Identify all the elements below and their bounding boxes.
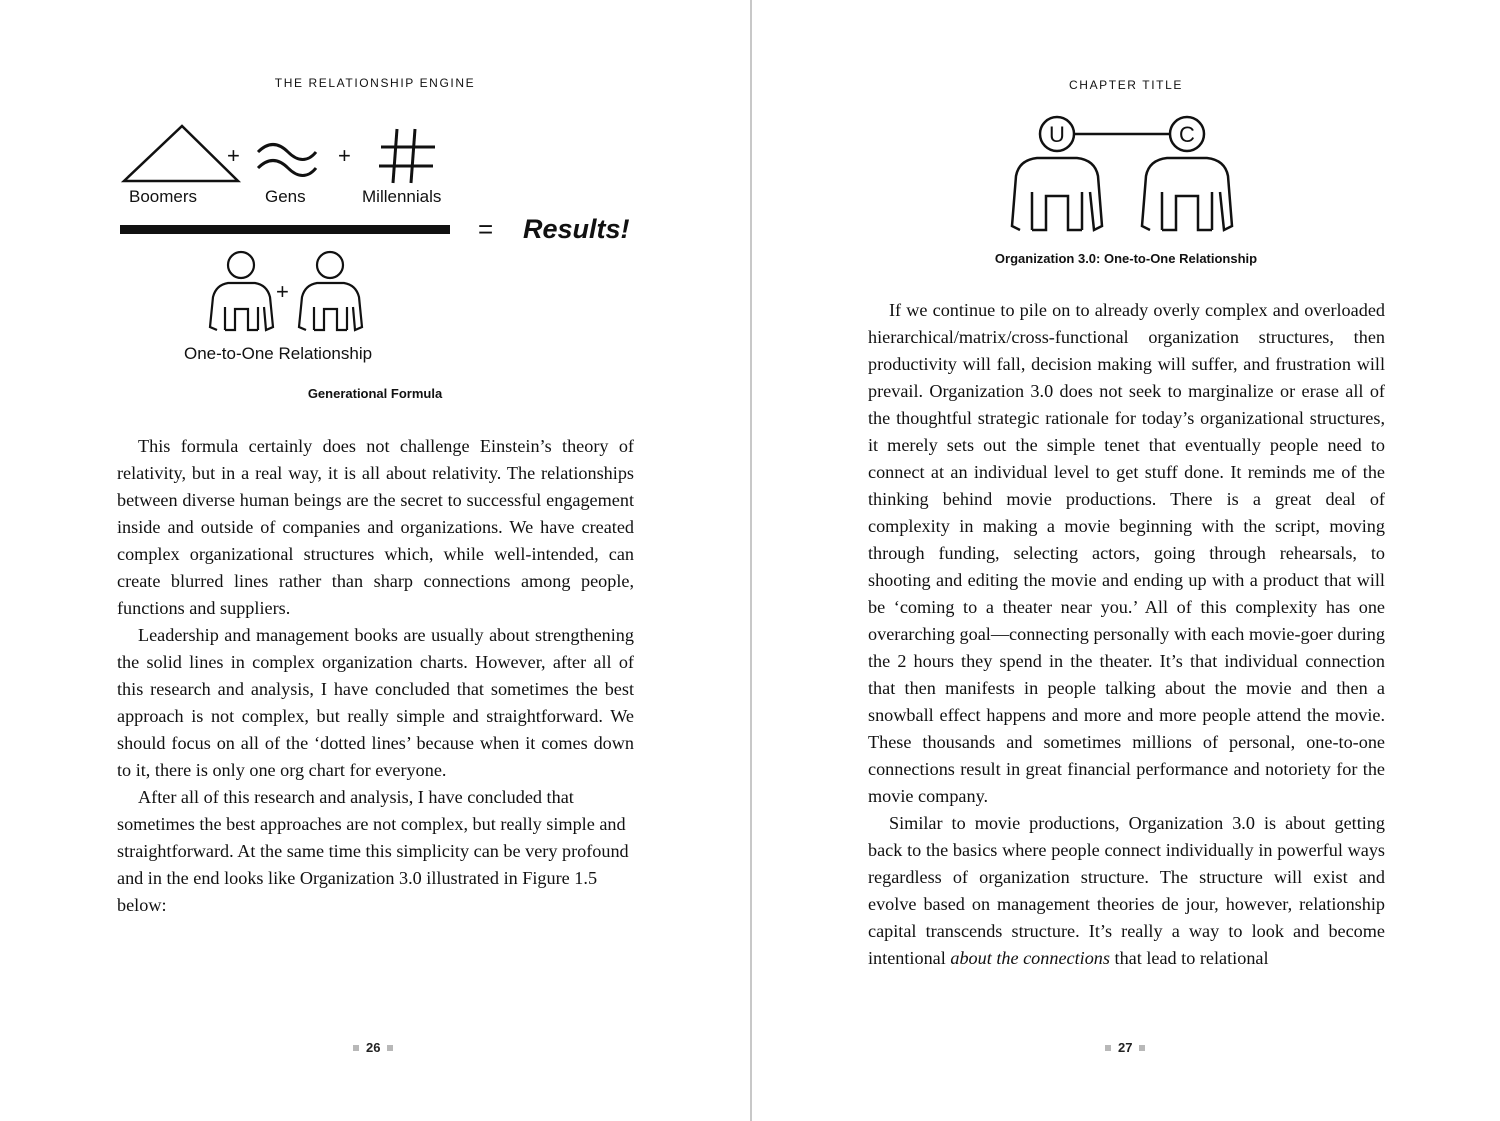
person-body-icon bbox=[1142, 158, 1232, 230]
paragraph-text: that lead to relational bbox=[1109, 948, 1269, 968]
person-body-icon bbox=[1012, 158, 1102, 230]
folio-square-icon bbox=[353, 1045, 359, 1051]
term-millennials: Millennials bbox=[362, 187, 442, 206]
page-number: 26 bbox=[366, 1040, 381, 1055]
running-head-right: CHAPTER TITLE bbox=[1069, 78, 1183, 92]
equals-sign: = bbox=[478, 214, 494, 244]
paragraph bbox=[868, 810, 1385, 972]
paragraph: After all of this research and analysis, I have concluded that sometimes the best approaches are not complex, but really simple and straightforward. At the same time this simplicity can be very profound and in the end looks like Organization 3.0 illustrated in Figure 1.5 below: bbox=[117, 787, 629, 915]
generational-formula-figure bbox=[110, 115, 650, 375]
paragraph: If we continue to pile on to already overly complex and overloaded hierarchical/matrix/cross-functional organization structures, then productivity will fall, decision making will suffer, and frustration will prevail. Organization 3.0 does not seek to marginalize or erase all of the thoughtful strategic rationale for today’s organizational structures, it merely sets out the simple tenet that eventually people need to connect at an individual level to get stuff done. It reminds me of the thinking behind movie productions. There is a great deal of complexity in making a movie beginning with the script, moving through funding, selecting actors, going through rehearsals, to shooting and editing the movie and ending up with a product that will be ‘coming to a theater near you.’ All of this complexity has one overarching goal—connecting personally with each movie-goer during the 2 hours they spend in the theater. It’s that individual connection that then manifests in people talking about the movie and then a snowball effect happens and more and more people attend the movie. These thousands and sometimes millions of personal, one-to-one connections result in great financial performance and notoriety for the movie company. bbox=[868, 300, 1385, 806]
page-number: 27 bbox=[1118, 1040, 1133, 1055]
page-number-right bbox=[1105, 1040, 1145, 1055]
body-text-left bbox=[117, 433, 634, 919]
waves-icon bbox=[258, 145, 316, 176]
fraction-bar bbox=[120, 225, 450, 234]
plus-sign: + bbox=[276, 279, 289, 304]
organization-3-figure bbox=[1002, 108, 1252, 243]
right-page bbox=[752, 0, 1500, 1121]
node-u-label: U bbox=[1049, 122, 1065, 147]
plus-sign: + bbox=[338, 143, 351, 168]
figure-caption-left: Generational Formula bbox=[307, 386, 443, 401]
figure-caption-right: Organization 3.0: One-to-One Relationship bbox=[994, 251, 1258, 266]
plus-sign: + bbox=[227, 143, 240, 168]
person-icon bbox=[299, 252, 362, 330]
node-c-label: C bbox=[1179, 122, 1195, 147]
term-boomers: Boomers bbox=[129, 187, 198, 206]
folio-square-icon bbox=[1139, 1045, 1145, 1051]
triangle-icon bbox=[124, 126, 238, 181]
results-label: Results! bbox=[523, 214, 630, 244]
folio-square-icon bbox=[1105, 1045, 1111, 1051]
page-number-left bbox=[353, 1040, 393, 1055]
term-gens: Gens bbox=[265, 187, 306, 206]
paragraph-text: Similar to movie productions, Organization 3.0 is about getting back to the basics where people connect individually in powerful ways regardless of organization structure. The structure will exist and evolve based on management theories de jour, however, relationship capital transcends structure. It’s really a way to look and become intentional bbox=[868, 813, 1385, 968]
paragraph: Leadership and management books are usually about strengthening the solid lines in complex organization charts. However, after all of this research and analysis, I have concluded that sometimes the best approach is not complex, but really simple and straightforward. We should focus on all of the ‘dotted lines’ because when it comes down to it, there is only one org chart for everyone. bbox=[117, 625, 634, 780]
denominator-label: One-to-One Relationship bbox=[184, 344, 373, 363]
running-head-left: THE RELATIONSHIP ENGINE bbox=[274, 76, 476, 90]
emphasis-text: about the connections bbox=[950, 948, 1110, 968]
folio-square-icon bbox=[387, 1045, 393, 1051]
body-text-right bbox=[868, 297, 1385, 972]
hash-icon bbox=[379, 129, 435, 183]
person-icon bbox=[210, 252, 273, 330]
paragraph: This formula certainly does not challenge Einstein’s theory of relativity, but in a real way, it is all about relativity. The relationships between diverse human beings are the secret to successful engagement inside and outside of companies and organizations. We have created complex organizational structures which, while well-intended, can create blurred lines rather than sharp connections among people, functions and suppliers. bbox=[117, 436, 634, 618]
